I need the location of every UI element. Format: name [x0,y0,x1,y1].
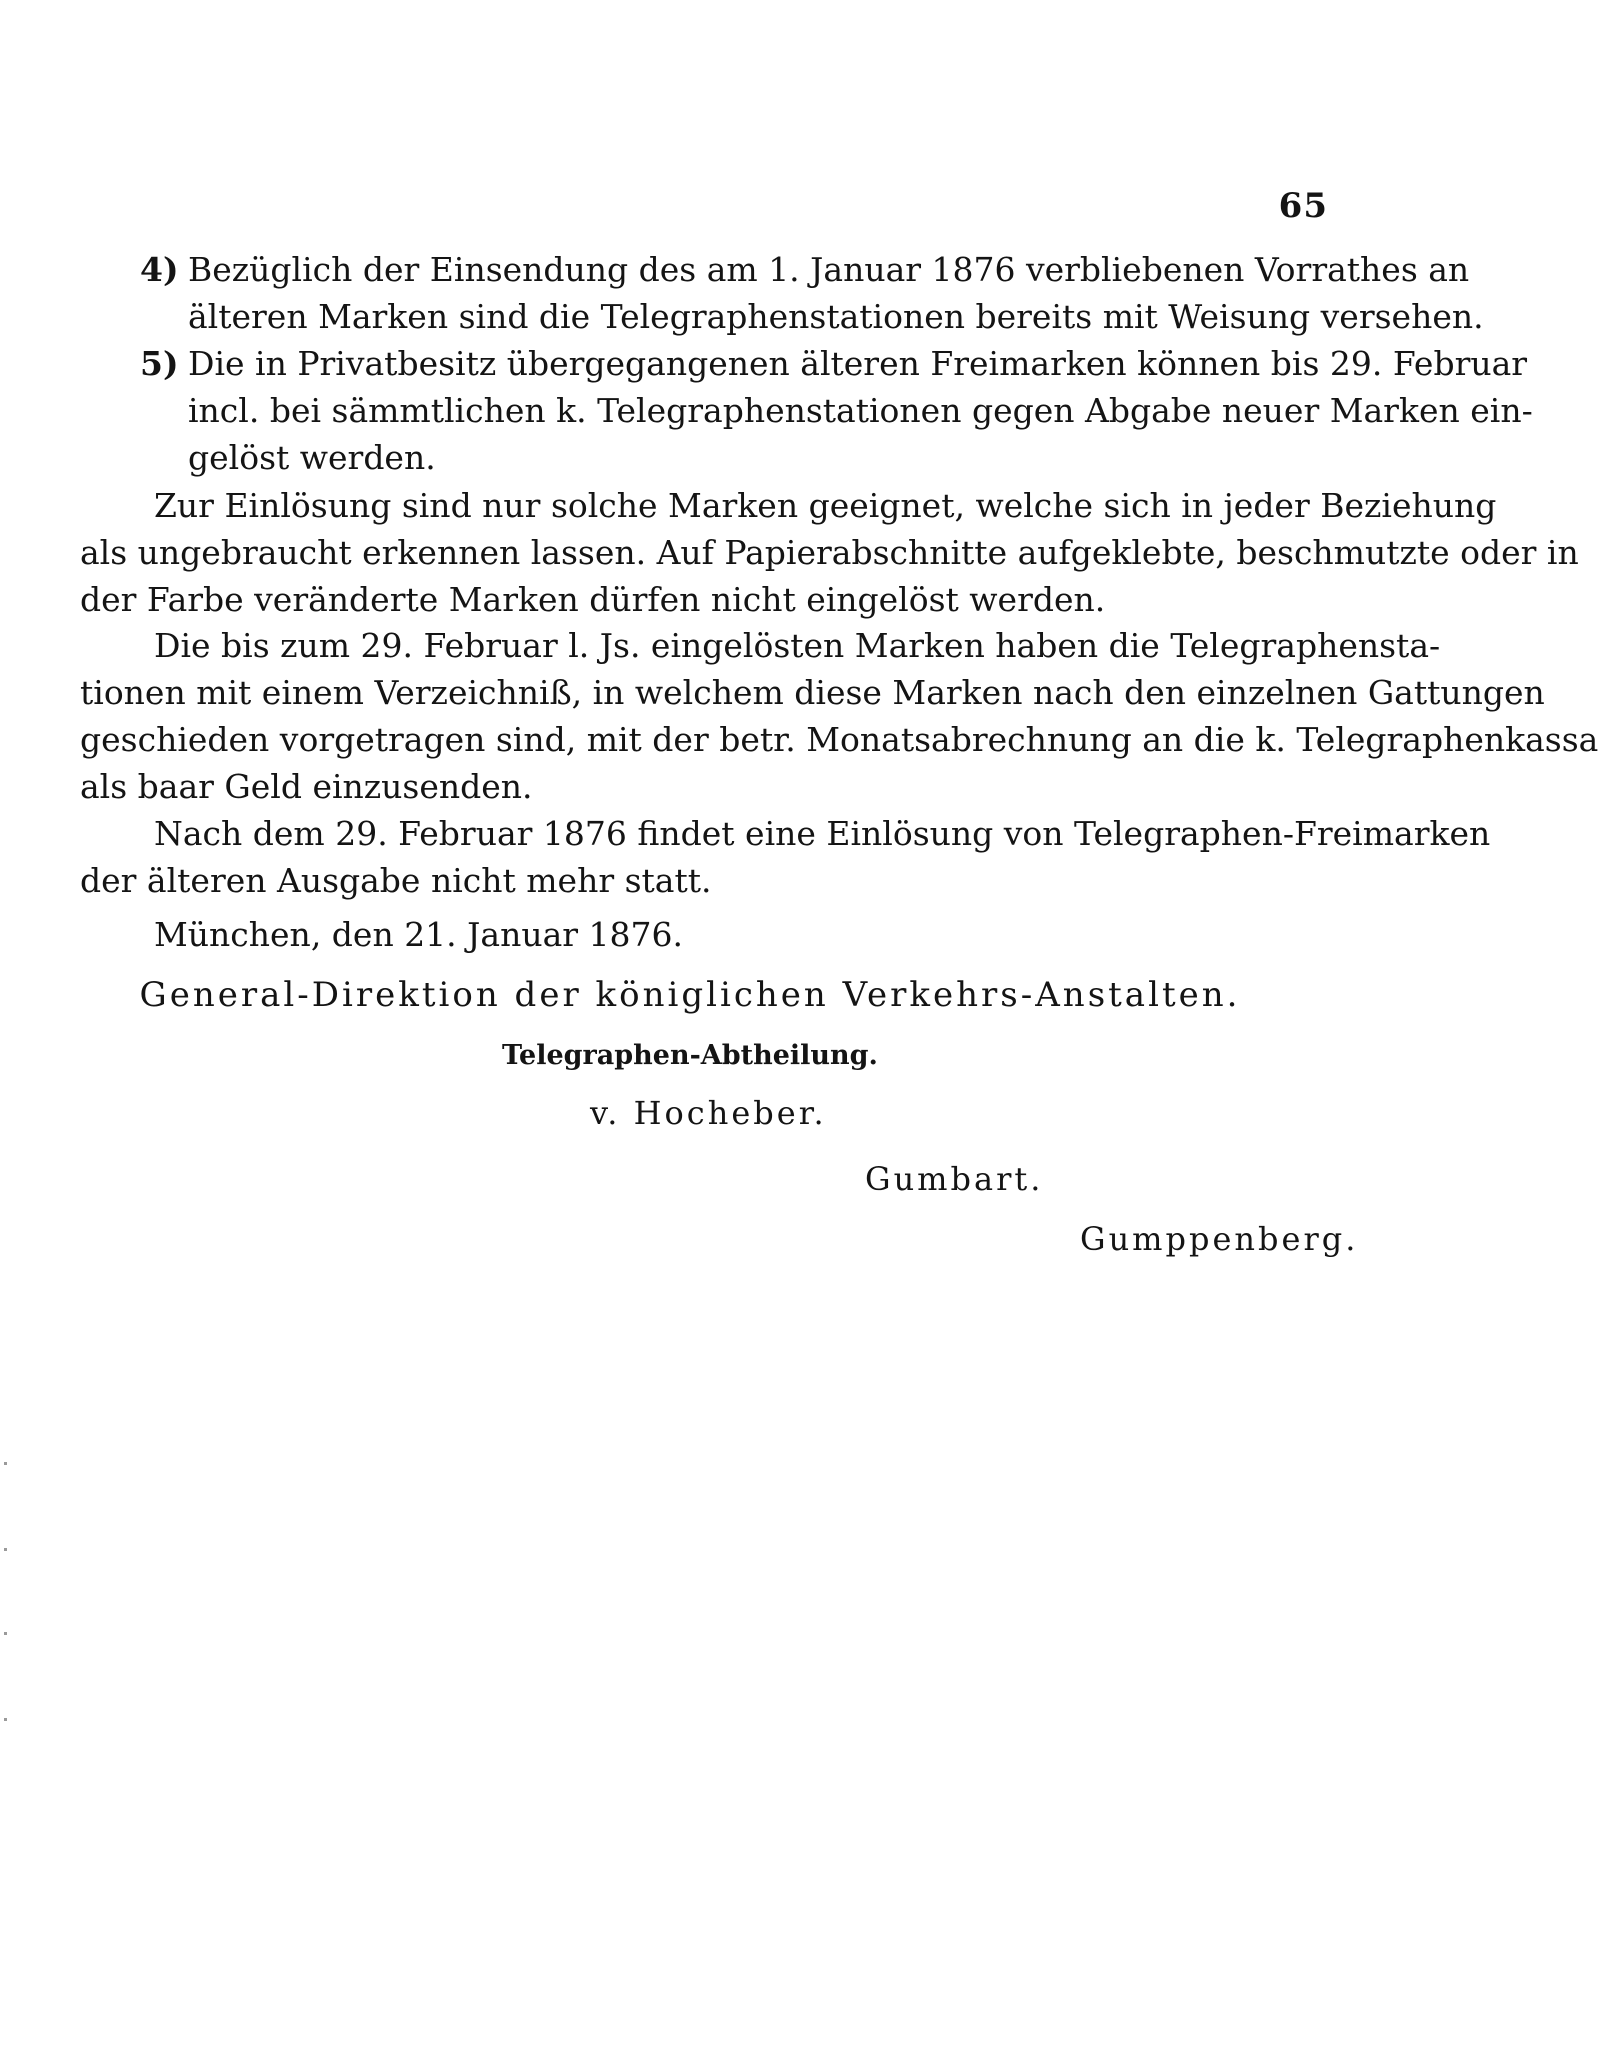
margin-mark [4,1462,7,1465]
department: Telegraphen-Abtheilung. [502,1040,878,1071]
paragraph-deadline [80,810,1491,904]
margin-mark [4,1718,7,1721]
paragraph-redemption [80,482,1579,623]
item-number: 4) [140,250,179,289]
paragraph-line: Nach dem 29. Februar 1876 findet eine Einlösung von Telegraphen-Freimarken [154,814,1491,853]
paragraph-line: der älteren Ausgabe nicht mehr statt. [80,861,712,900]
paragraph-line: geschieden vorgetragen sind, mit der betr. Monatsabrechnung an die k. Telegraphenkassa [80,720,1598,759]
paragraph-line: als ungebraucht erkennen lassen. Auf Papierabschnitte aufgeklebte, beschmutzte oder in [80,533,1579,572]
item-line: gelöst werden. [188,438,436,477]
signature-gumbart: Gumbart. [865,1160,1044,1198]
item-line: Die in Privatbesitz übergegangenen älteren Freimarken können bis 29. Februar [188,344,1528,383]
signature-hocheber: v. Hocheber. [590,1094,827,1132]
margin-mark [4,1632,7,1635]
list-item-5 [80,340,1533,481]
paragraph-line: der Farbe veränderte Marken dürfen nicht eingelöst werden. [80,580,1106,619]
list-item-4 [80,246,1484,340]
item-line: Bezüglich der Einsendung des am 1. Januar 1876 verbliebenen Vorrathes an [188,250,1470,289]
page-number: 65 [1278,186,1328,226]
item-number: 5) [140,344,179,383]
paragraph-line: Die bis zum 29. Februar l. Js. eingelösten Marken haben die Telegraphensta- [154,626,1441,665]
issuing-authority: General-Direktion der königlichen Verkehrs-Anstalten. [139,975,1241,1015]
date-line: München, den 21. Januar 1876. [154,915,683,954]
item-line: älteren Marken sind die Telegraphenstationen bereits mit Weisung versehen. [188,297,1484,336]
paragraph-line: Zur Einlösung sind nur solche Marken geeignet, welche sich in jeder Beziehung [154,486,1497,525]
paragraph-line: als baar Geld einzusenden. [80,767,533,806]
paragraph-line: tionen mit einem Verzeichniß, in welchem diese Marken nach den einzelnen Gattungen [80,673,1545,712]
margin-mark [4,1548,7,1551]
item-line: incl. bei sämmtlichen k. Telegraphenstationen gegen Abgabe neuer Marken ein- [188,391,1533,430]
signature-gumppenberg: Gumppenberg. [1080,1220,1359,1258]
paragraph-submission [80,622,1598,810]
